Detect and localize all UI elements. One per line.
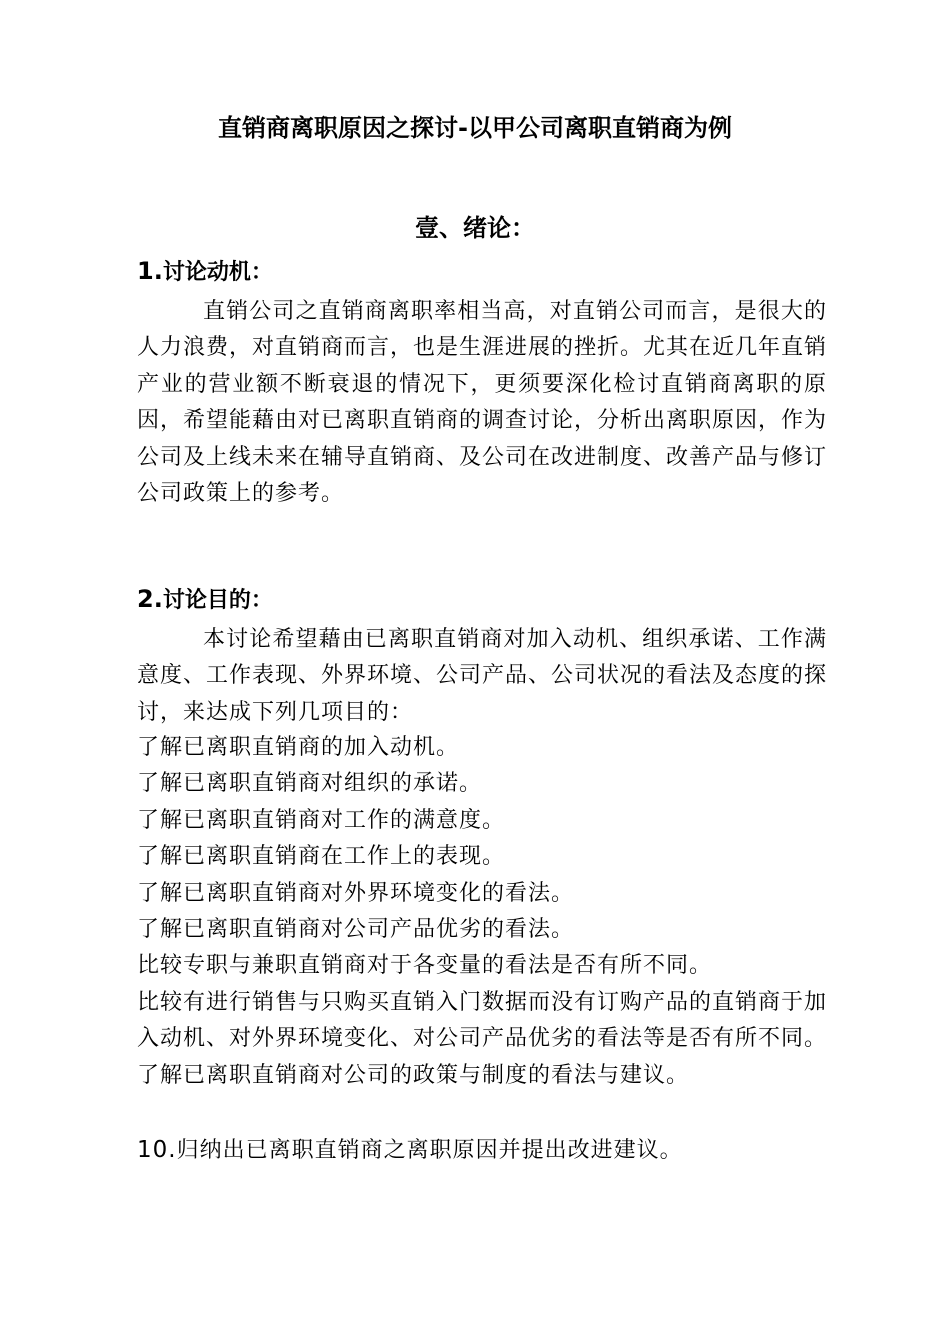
purpose-final-item-text: 归纳出已离职直销商之离职原因并提出改进建议。: [176, 1138, 683, 1163]
subheading-motivation-number: 1.: [137, 257, 163, 285]
subheading-purpose-label: 讨论目的：: [162, 588, 273, 613]
purpose-goal-list: [137, 730, 827, 1094]
list-item: 比较专职与兼职直销商对于各变量的看法是否有所不同。: [137, 953, 713, 979]
list-item: 了解已离职直销商对公司产品优劣的看法。: [137, 917, 575, 943]
purpose-final-item: [137, 1132, 827, 1169]
subheading-motivation-label: 讨论动机：: [162, 260, 273, 285]
document-title: 直销商离职原因之探讨-以甲公司离职直销商为例: [218, 114, 732, 142]
purpose-paragraph: 本讨论希望藉由已离职直销商对加入动机、组织承诺、工作满意度、工作表现、外界环境、公司产品、公司状况的看法及态度的探讨，来达成下列几项目的：: [137, 627, 828, 725]
list-item: 了解已离职直销商的加入动机。: [137, 735, 460, 760]
list-item: 了解已离职直销商对工作的满意度。: [137, 807, 506, 833]
section-heading-introduction: 壹、绪论：: [415, 214, 535, 242]
list-item: 了解已离职直销商对组织的承诺。: [137, 771, 483, 797]
purpose-final-item-number: 10.: [137, 1137, 177, 1163]
subheading-motivation: [137, 256, 273, 288]
list-item: 了解已离职直销商对外界环境变化的看法。: [137, 880, 575, 906]
list-item: 比较有进行销售与只购买直销入门数据而没有订购产品的直销商于加入动机、对外界环境变化、对公司产品优劣的看法等是否有所不同。: [137, 989, 828, 1052]
subheading-purpose-number: 2.: [137, 585, 163, 613]
list-item: 了解已离职直销商对公司的政策与制度的看法与建议。: [137, 1062, 690, 1088]
motivation-paragraph: 直销公司之直销商离职率相当高，对直销公司而言，是很大的人力浪费，对直销商而言，也是生涯进展的挫折。尤其在近几年直销产业的营业额不断衰退的情况下，更须要深化检讨直销商离职的原因，希望能藉由对已离职直销商的调查讨论，分析出离职原因，作为公司及上线未来在辅导直销商、及公司在改进制度、改善产品与修订公司政策上的参考。: [137, 299, 828, 507]
list-item: 了解已离职直销商在工作上的表现。: [137, 844, 506, 870]
subheading-purpose: [137, 584, 273, 616]
